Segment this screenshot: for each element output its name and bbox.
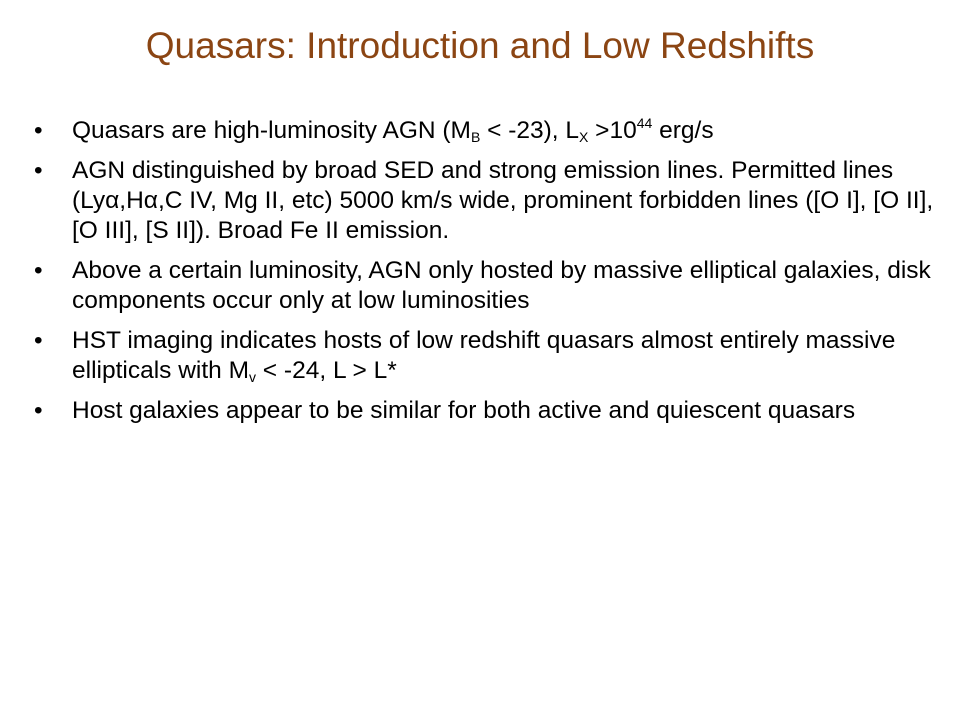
text-run: erg/s bbox=[652, 117, 714, 144]
subscript: X bbox=[579, 129, 589, 145]
text-run: < -23), L bbox=[480, 117, 580, 144]
slide-title: Quasars: Introduction and Low Redshifts bbox=[145, 25, 815, 66]
text-run: Host galaxies appear to be similar for both active and quiescent quasars bbox=[72, 397, 856, 424]
bullet-text bbox=[72, 397, 855, 424]
bullet-marker: • bbox=[34, 157, 43, 184]
bullet-marker: • bbox=[34, 117, 43, 144]
bullet-list bbox=[34, 116, 934, 436]
text-run: HST imaging indicates hosts of low redshift quasars almost entirely massive ellipticals with M bbox=[72, 327, 896, 384]
text-run: AGN distinguished by broad SED and strong emission lines. Permitted lines (Lyα,Hα,C IV, Mg II, etc) 5000 km/s wide, prominent forbidden lines ([O I], [O II], [O III], [S II]). Broad Fe II emission. bbox=[72, 157, 934, 244]
bullet-item bbox=[34, 256, 934, 316]
bullet-marker: • bbox=[34, 257, 43, 284]
subscript: B bbox=[470, 129, 481, 145]
text-run: Above a certain luminosity, AGN only hosted by massive elliptical galaxies, disk components occur only at low luminosities bbox=[72, 257, 931, 314]
text-run: Quasars are high-luminosity AGN (M bbox=[72, 117, 471, 144]
bullet-text bbox=[72, 327, 895, 384]
bullet-text bbox=[72, 257, 931, 314]
subscript: v bbox=[249, 369, 256, 385]
bullet-marker: • bbox=[34, 397, 43, 424]
bullet-item bbox=[34, 156, 934, 246]
bullet-item bbox=[34, 116, 934, 146]
superscript: 44 bbox=[636, 115, 653, 131]
bullet-item bbox=[34, 396, 934, 426]
text-run: >10 bbox=[588, 117, 637, 144]
bullet-item bbox=[34, 326, 934, 386]
bullet-text bbox=[72, 117, 714, 144]
bullet-text bbox=[72, 157, 933, 244]
bullet-marker: • bbox=[34, 327, 43, 354]
text-run: < -24, L > L* bbox=[256, 357, 397, 384]
